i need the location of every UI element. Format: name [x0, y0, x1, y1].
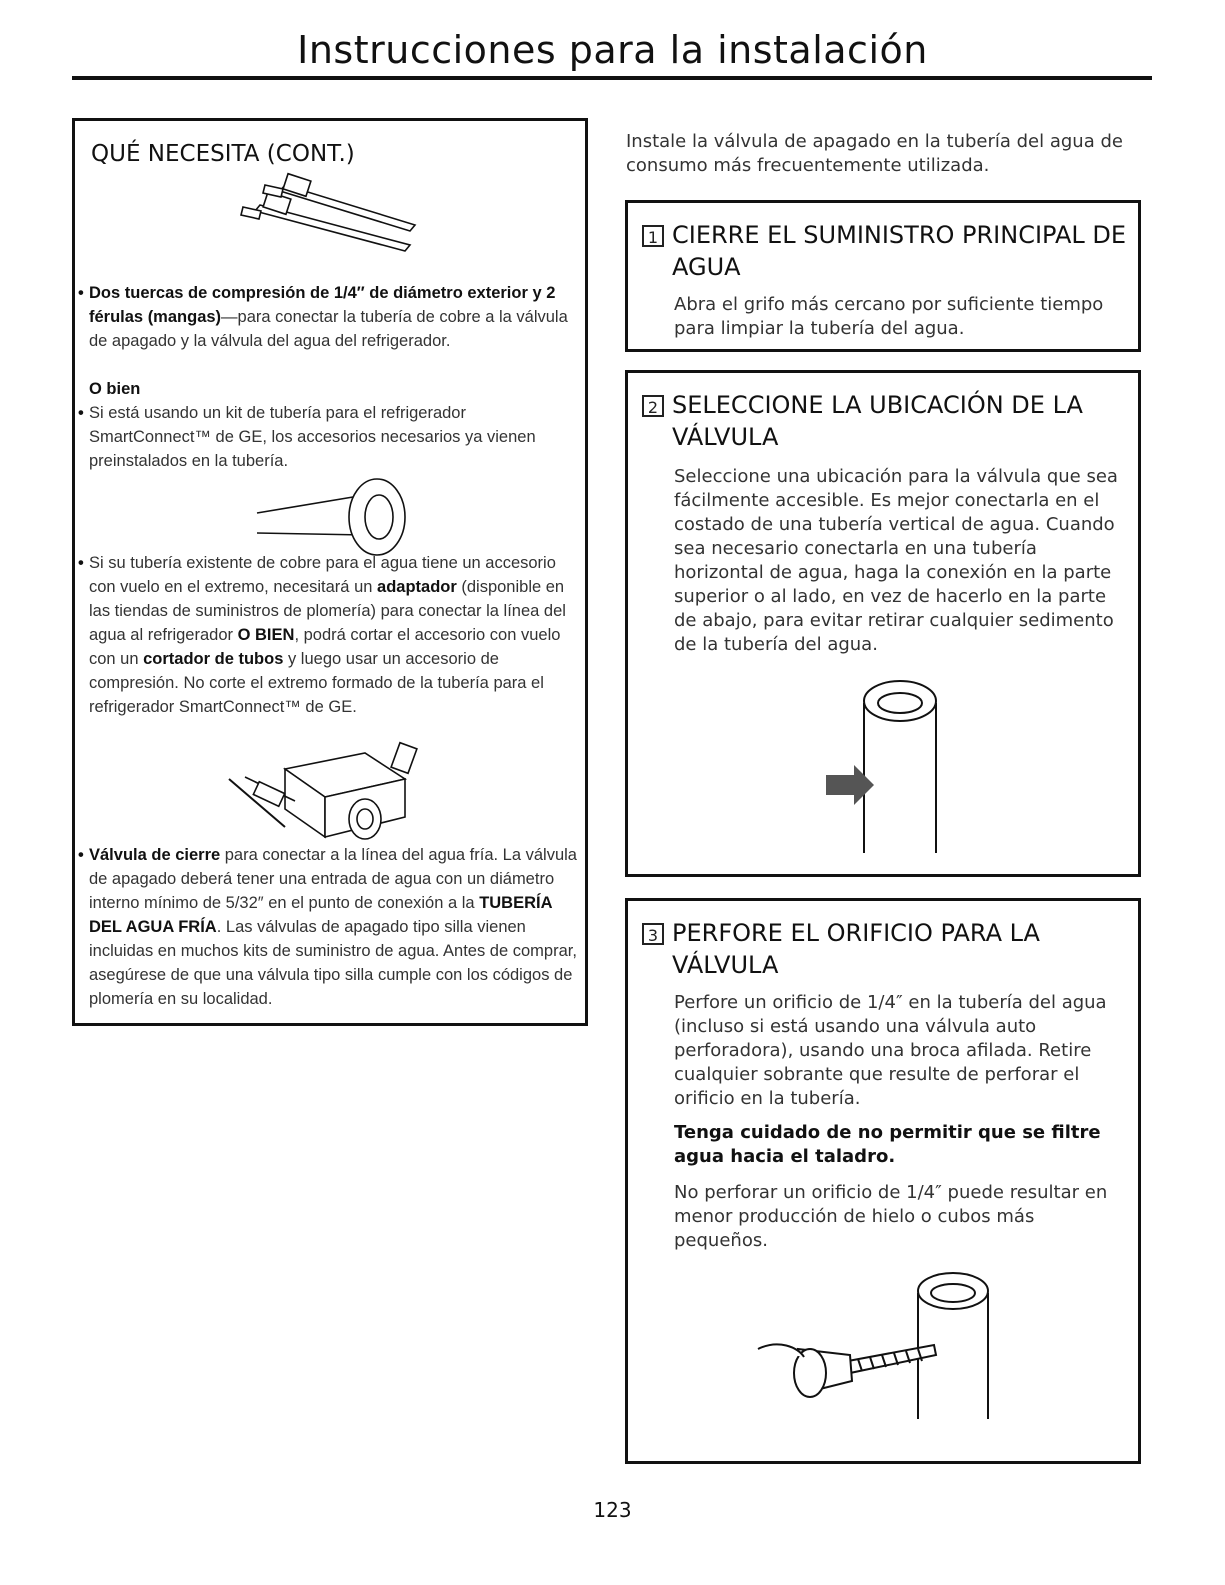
arrow-icon	[826, 765, 874, 805]
step-number: 1	[642, 225, 664, 247]
item-text: Si está usando un kit de tubería para el refrigerador SmartConnect™ de GE, los accesorios necesarios ya vienen preinstalados en la tubería.	[89, 404, 536, 470]
page-number: 123	[593, 1498, 632, 1522]
bullet: •	[78, 846, 84, 864]
step-1-box	[625, 200, 1141, 352]
item-text: (disponible en las tiendas de suministros de plomería) para conectar la línea del agua al refrigerador	[89, 578, 566, 644]
bullet: •	[78, 404, 84, 422]
shutoff-valve-item	[78, 843, 579, 1011]
compression-nuts-item	[78, 281, 579, 353]
step-body: Seleccione una ubicación para la válvula que sea fácilmente accesible. Es mejor conectarla en el costado de una tubería vertical de agua. Cuando sea necesario conectarla en una tubería horizontal de agua, haga la conexión en la parte superior o al lado, en vez de hacerlo en la parte de abajo, para evitar retirar cualquier sedimento de la tubería del agua.	[674, 466, 1118, 655]
title-rule	[72, 76, 1152, 80]
page-title: Instrucciones para la instalación	[297, 28, 928, 72]
shutoff-valve-illustration	[225, 739, 425, 849]
item-bold-label: adaptador	[377, 578, 457, 596]
item-bold-label: Dos tuercas de compresión de 1/4″ de diámetro exterior y 2 férulas (mangas)	[89, 284, 556, 326]
item-bold-label: O BIEN	[237, 626, 295, 644]
or-label: O bien	[89, 380, 141, 398]
what-you-need-heading: QUÉ NECESITA (CONT.)	[91, 141, 355, 167]
item-bold-label: cortador de tubos	[143, 650, 284, 668]
item-text: —para conectar la tubería de cobre a la válvula de apagado y la válvula del agua del refrigerador.	[89, 308, 568, 350]
drill-illustration	[738, 1269, 1008, 1429]
step-body: Perfore un orificio de 1/4″ en la tubería del agua (incluso si está usando una válvula auto perforadora), usando una broca afilada. Retire cualquier sobrante que resulte de perforar el orificio en la tubería.	[674, 992, 1107, 1109]
item-text: . Las válvulas de apagado tipo silla vienen incluidas en muchos kits de suministro de agua. Antes de comprar, asegúrese de que una válvula tipo silla cumple con los códigos de plomería en su localidad.	[89, 918, 577, 1008]
step-3-box	[625, 898, 1141, 1464]
item-text: , podrá cortar el accesorio con vuelo con un	[89, 626, 561, 668]
compression-nuts-illustration	[225, 171, 425, 261]
step-number: 3	[642, 923, 664, 945]
bullet: •	[78, 554, 84, 572]
item-text: y luego usar un accesorio de compresión. No corte el extremo formado de la tubería para el refrigerador SmartConnect™ de GE.	[89, 650, 544, 716]
item-bold-label: Válvula de cierre	[89, 846, 221, 864]
adapter-item	[78, 551, 579, 719]
flared-tube-illustration	[255, 471, 415, 561]
item-text: para conectar a la línea del agua fría. La válvula de apagado deberá tener una entrada de agua con un diámetro interno mínimo de 5/32″ en el punto de conexión a la	[89, 846, 577, 912]
step-note: No perforar un orificio de 1/4″ puede resultar en menor producción de hielo o cubos más pequeños.	[674, 1182, 1108, 1251]
step-2-box	[625, 370, 1141, 877]
item-text: Si su tubería existente de cobre para el agua tiene un accesorio con vuelo en el extremo, necesitará un	[89, 554, 556, 596]
what-you-need-box	[72, 118, 588, 1026]
step-title: SELECCIONE LA UBICACIÓN DE LA VÁLVULA	[672, 391, 1083, 451]
step-title: CIERRE EL SUMINISTRO PRINCIPAL DE AGUA	[672, 221, 1127, 281]
step-number: 2	[642, 395, 664, 417]
step-title: PERFORE EL ORIFICIO PARA LA VÁLVULA	[672, 919, 1040, 979]
item-bold-label: TUBERÍA DEL AGUA FRÍA	[89, 894, 552, 936]
bullet: •	[78, 284, 84, 302]
smartconnect-item	[78, 401, 579, 473]
vertical-pipe-illustration	[816, 673, 956, 858]
intro-paragraph: Instale la válvula de apagado en la tubería del agua de consumo más frecuentemente utilizada.	[626, 131, 1123, 176]
step-body: Abra el grifo más cercano por suficiente tiempo para limpiar la tubería del agua.	[674, 294, 1104, 339]
step-warning: Tenga cuidado de no permitir que se filtre agua hacia el taladro.	[674, 1122, 1101, 1167]
